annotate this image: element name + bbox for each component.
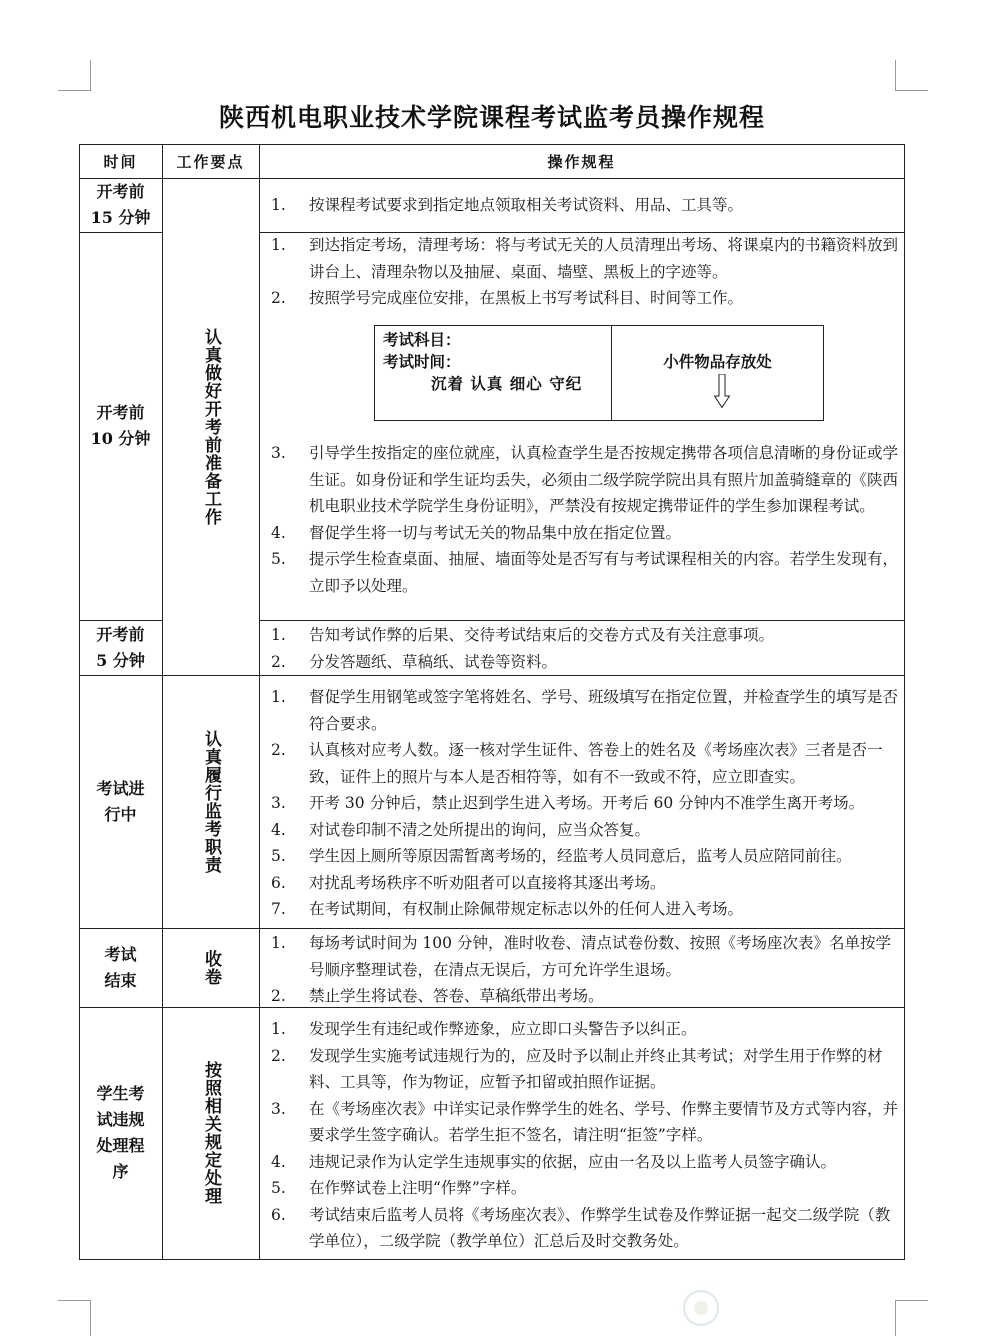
board-subject: 考试科目： [383, 330, 461, 349]
storage-label: 小件物品存放处 [663, 352, 772, 371]
rule-text: 禁止学生将试卷、答卷、草稿纸带出考场。 [309, 987, 604, 1005]
time-label: 序 [112, 1162, 129, 1181]
rule-item [264, 1202, 898, 1255]
rule-number: 1. [271, 196, 286, 214]
school-seal-watermark [683, 1290, 719, 1326]
rule-text: 在《考场座次表》中详实记录作弊学生的姓名、学号、作弊主要情节及方式等内容，并要求学生签字确认。若学生拒不签名，请注明“拒签”字样。 [309, 1099, 899, 1144]
key-point-handle: 按照相关规定处理 [201, 1061, 221, 1205]
rule-number: 5. [271, 1179, 286, 1197]
procedure-table [79, 144, 905, 1260]
time-end [79, 928, 162, 1007]
rule-text: 认真核对应考人数。逐一核对学生证件、答卷上的姓名及《考场座次表》三者是否一致，证件上的照片与本人是否相符等，如有不一致或不符，应立即查实。 [309, 741, 883, 786]
row-divider-rules [259, 620, 905, 621]
key-point-duty-cell [162, 675, 259, 928]
rule-text: 违规记录作为认定学生违规事实的依据，应由一名及以上监考人员签字确认。 [309, 1152, 837, 1171]
rule-text: 发现学生有违纪或作弊迹象，应立即口头警告予以纠正。 [309, 1020, 697, 1038]
rule-number: 1. [271, 688, 286, 706]
key-point-collect: 收卷 [201, 949, 221, 986]
down-arrow-icon [714, 374, 730, 408]
rule-number: 2. [271, 289, 286, 307]
rule-item [264, 192, 898, 219]
rule-item [264, 930, 898, 983]
key-point-duty: 认真履行监考职责 [201, 729, 221, 874]
rules-before-15 [264, 192, 898, 219]
key-point-prepare: 认真做好开考前准备工作 [201, 327, 221, 526]
rule-text: 督促学生将一切与考试无关的物品集中放在指定位置。 [309, 523, 682, 542]
rule-item [264, 1175, 898, 1202]
header-time: 时间 [103, 152, 138, 171]
key-point-prepare-cell [162, 178, 259, 675]
time-label: 5 分钟 [96, 650, 145, 670]
rule-item [264, 232, 898, 285]
rule-text: 提示学生检查桌面、抽屉、墙面等处是否写有与考试课程相关的内容。若学生发现有，立即予以处理。 [309, 550, 899, 595]
rule-number: 4. [271, 523, 286, 542]
table-border-right [904, 144, 905, 1260]
rule-item [264, 817, 898, 844]
blackboard-left-panel [375, 326, 612, 420]
crop-mark-bottom-right [895, 1300, 928, 1336]
rule-text: 每场考试时间为 100 分钟，准时收卷、清点试卷份数、按照《考场座次表》名单按学号顺序整理试卷，在清点无误后，方可允许学生退场。 [309, 934, 891, 979]
rule-text: 按照学号完成座位安排，在黑板上书写考试科目、时间等工作。 [309, 289, 744, 307]
rule-text: 对扰乱考场秩序不听劝阻者可以直接将其逐出考场。 [309, 873, 666, 892]
time-before-15 [79, 178, 162, 232]
rule-item [264, 622, 898, 649]
storage-panel [612, 326, 823, 420]
rule-text: 开考 30 分钟后，禁止迟到学生进入考场。开考后 60 分钟内不准学生离开考场。 [309, 794, 865, 812]
rule-number: 3. [271, 1099, 286, 1118]
rule-number: 2. [271, 1046, 286, 1065]
rule-text: 考试结束后监考人员将《考场座次表》、作弊学生试卷及作弊证据一起交二级学院（教学单位），二级学院（教学单位）汇总后及时交教务处。 [309, 1205, 891, 1250]
rule-number: 6. [271, 873, 286, 892]
rule-number: 5. [271, 847, 286, 865]
time-label: 开考前 [96, 182, 145, 201]
rule-item [264, 790, 898, 817]
rule-item [264, 520, 898, 547]
rule-item [264, 896, 898, 923]
rule-number: 3. [271, 444, 286, 462]
rule-text: 对试卷印制不清之处所提出的询问，应当众答复。 [309, 820, 651, 839]
rules-during [264, 684, 898, 923]
time-label: 10 分钟 [90, 429, 151, 448]
time-label: 开考前 [96, 624, 145, 644]
rule-item [264, 684, 898, 737]
rule-text: 发现学生实施考试违规行为的，应及时予以制止并终止其考试；对学生用于作弊的材料、工具等，作为物证，应暂予扣留或拍照作证据。 [309, 1046, 883, 1091]
rule-text: 学生因上厕所等原因需暂离考场的，经监考人员同意后，监考人员应陪同前往。 [309, 847, 852, 865]
key-point-collect-cell [162, 928, 259, 1007]
rule-item [264, 1096, 898, 1149]
crop-mark-top-right [895, 60, 928, 91]
rule-item [264, 1016, 898, 1043]
rule-text: 分发答题纸、草稿纸、试卷等资料。 [309, 652, 558, 671]
time-label: 处理程 [96, 1136, 145, 1155]
time-label: 考试 [104, 944, 137, 964]
rules-before-10-top [264, 232, 898, 312]
time-label: 考试进 [96, 778, 145, 798]
time-before-5 [79, 620, 162, 675]
rule-number: 7. [271, 900, 286, 918]
rule-item [264, 983, 898, 1010]
time-label: 行中 [104, 804, 137, 824]
rule-text: 到达指定考场，清理考场：将与考试无关的人员清理出考场、将课桌内的书籍资料放到讲台上、清理杂物以及抽屉、桌面、墙壁、黑板上的字迹等。 [309, 236, 899, 281]
rule-number: 1. [271, 626, 286, 644]
time-label: 开考前 [96, 403, 145, 422]
header-key-points: 工作要点 [176, 152, 245, 171]
rule-item [264, 649, 898, 676]
rule-item [264, 843, 898, 870]
rule-number: 5. [271, 550, 286, 568]
board-motto: 沉着 认真 细心 守纪 [431, 374, 583, 393]
key-point-handle-cell [162, 1007, 259, 1259]
time-label: 15 分钟 [90, 208, 151, 227]
rule-item [264, 737, 898, 790]
rule-number: 1. [271, 1020, 286, 1038]
rule-text: 引导学生按指定的座位就座，认真检查学生是否按规定携带各项信息清晰的身份证或学生证。如身份证和学生证均丢失，必须由二级学院学院出具有照片加盖骑缝章的《陕西机电职业技术学院学生身份证明》，严禁没有按规定携带证件的学生参加课程考试。 [309, 444, 899, 515]
rule-text: 督促学生用钢笔或签字笔将姓名、学号、班级填写在指定位置，并检查学生的填写是否符合要求。 [309, 688, 899, 733]
page-title: 陕西机电职业技术学院课程考试监考员操作规程 [218, 103, 765, 132]
rule-item [264, 870, 898, 897]
rule-number: 2. [271, 652, 286, 671]
board-time: 考试时间： [383, 352, 461, 371]
rule-item [264, 1043, 898, 1096]
time-during [79, 675, 162, 928]
header-rules: 操作规程 [547, 152, 616, 171]
rule-text: 告知考试作弊的后果、交待考试结束后的交卷方式及有关注意事项。 [309, 626, 775, 644]
rule-item [264, 285, 898, 312]
rule-number: 4. [271, 820, 286, 839]
time-label: 结束 [104, 970, 137, 990]
rule-text: 在考试期间，有权制止除佩带规定标志以外的任何人进入考场。 [309, 900, 744, 918]
rules-before-10-bottom [264, 440, 898, 599]
time-label: 试违规 [96, 1110, 145, 1129]
rule-item [264, 440, 898, 520]
rule-item [264, 546, 898, 599]
rule-number: 1. [271, 934, 286, 952]
rule-number: 3. [271, 794, 286, 812]
column-divider [259, 144, 260, 1260]
rules-violation [264, 1016, 898, 1255]
rule-item [264, 1149, 898, 1176]
rule-number: 6. [271, 1205, 286, 1224]
table-border-bottom [79, 1259, 905, 1260]
blackboard-diagram [374, 325, 824, 421]
rule-text: 按课程考试要求到指定地点领取相关考试资料、用品、工具等。 [309, 196, 744, 214]
rules-before-5 [264, 622, 898, 675]
rule-number: 1. [271, 236, 286, 254]
rule-number: 4. [271, 1152, 286, 1171]
time-label: 学生考 [96, 1084, 145, 1103]
rule-number: 2. [271, 987, 286, 1005]
time-violation [79, 1007, 162, 1259]
rule-text: 在作弊试卷上注明“作弊”字样。 [309, 1179, 527, 1197]
crop-mark-bottom-left [58, 1300, 91, 1336]
rules-end [264, 930, 898, 1010]
rule-number: 2. [271, 741, 286, 759]
crop-mark-top-left [58, 60, 91, 91]
time-before-10 [79, 232, 162, 620]
